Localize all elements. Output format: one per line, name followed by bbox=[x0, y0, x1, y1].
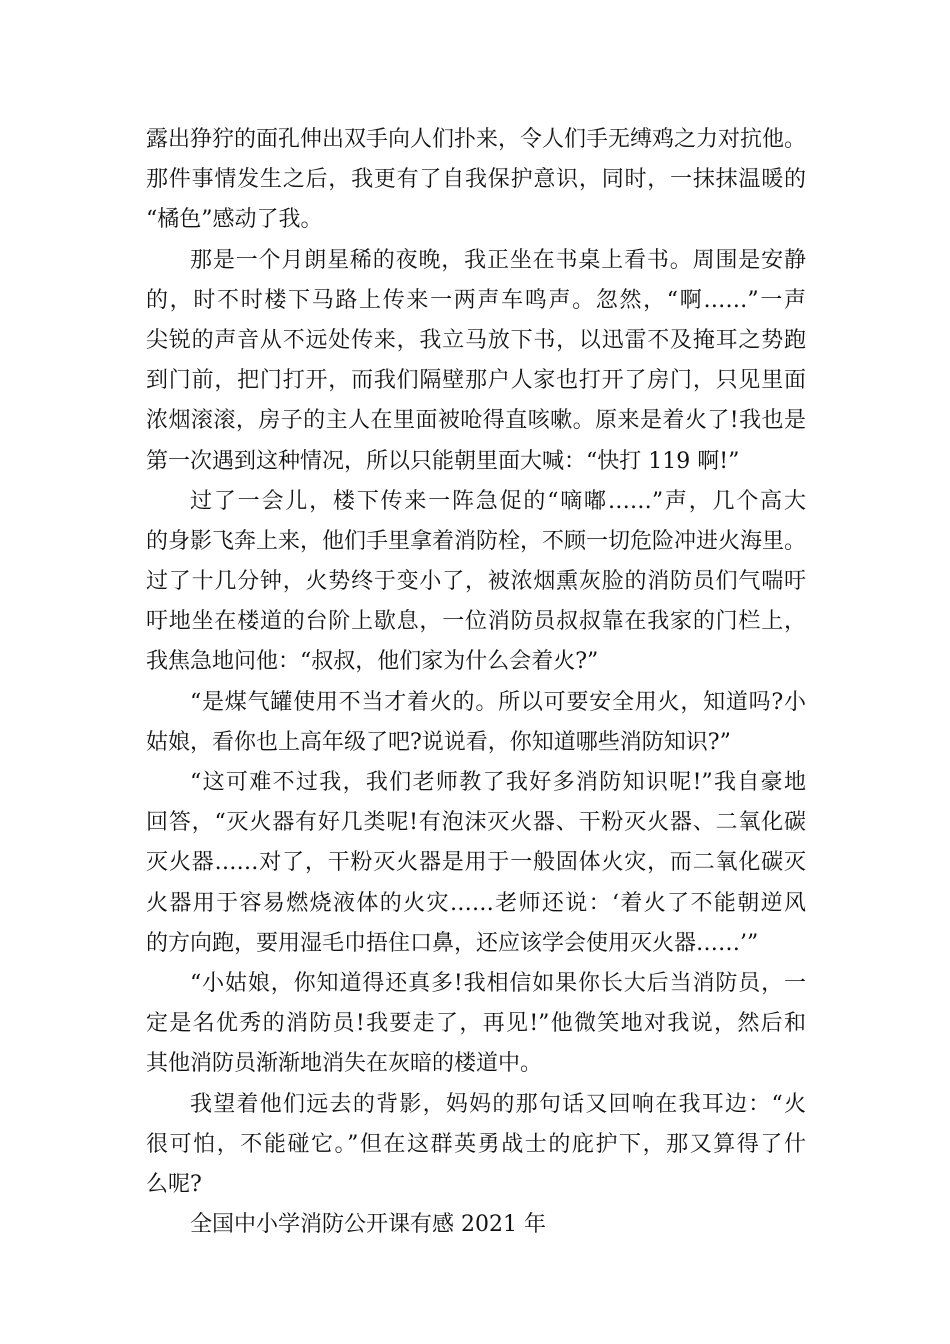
text-line: 火器用于容易燃烧液体的火灾……老师还说：‘着火了不能朝逆风 bbox=[146, 890, 806, 916]
text-line: 那件事情发生之后，我更有了自我保护意识，同时，一抹抹温暖的 bbox=[146, 167, 806, 193]
text-line: “小姑娘，你知道得还真多!我相信如果你长大后当消防员，一 bbox=[190, 970, 806, 996]
text-line: 过了十几分钟，火势终于变小了，被浓烟熏灰脸的消防员们气喘吁 bbox=[146, 569, 806, 595]
text-line: 灭火器……对了，干粉灭火器是用于一般固体火灾，而二氧化碳灭 bbox=[146, 850, 806, 876]
text-line: 回答，“灭火器有好几类呢!有泡沫灭火器、干粉灭火器、二氧化碳 bbox=[146, 810, 806, 836]
text-line: 到门前，把门打开，而我们隔壁那户人家也打开了房门，只见里面 bbox=[146, 368, 806, 394]
text-line: 过了一会儿，楼下传来一阵急促的“嘀嘟……”声，几个高大 bbox=[190, 488, 806, 514]
text-line: 我望着他们远去的背影，妈妈的那句话又回响在我耳边：“火 bbox=[190, 1091, 806, 1117]
text-line: 露出狰狞的面孔伸出双手向人们扑来，令人们手无缚鸡之力对抗他。 bbox=[146, 127, 807, 152]
text-line: 尖锐的声音从不远处传来，我立马放下书，以迅雷不及掩耳之势跑 bbox=[146, 327, 806, 353]
text-line: “这可难不过我，我们老师教了我好多消防知识呢!”我自豪地 bbox=[190, 770, 806, 795]
text-line: 我焦急地问他：“叔叔，他们家为什么会着火?” bbox=[146, 649, 599, 675]
text-line: 的，时不时楼下马路上传来一两声车鸣声。忽然，“啊……”一声 bbox=[146, 287, 806, 313]
text-line: 姑娘，看你也上高年级了吧?说说看，你知道哪些消防知识?” bbox=[146, 729, 731, 755]
text-line: 么呢? bbox=[146, 1171, 202, 1197]
text-line: “橘色”感动了我。 bbox=[146, 207, 323, 233]
text-line: 第一次遇到这种情况，所以只能朝里面大喊：“快打 119 啊!” bbox=[146, 448, 740, 474]
text-line: 浓烟滚滚，房子的主人在里面被呛得直咳嗽。原来是着火了!我也是 bbox=[146, 408, 806, 434]
text-line: 很可怕，不能碰它。”但在这群英勇战士的庇护下，那又算得了什 bbox=[146, 1131, 806, 1157]
text-line: 全国中小学消防公开课有感 2021 年 bbox=[190, 1212, 546, 1238]
text-line: “是煤气罐使用不当才着火的。所以可要安全用火，知道吗?小 bbox=[190, 689, 806, 715]
text-line: 那是一个月朗星稀的夜晚，我正坐在书桌上看书。周围是安静 bbox=[190, 247, 806, 273]
text-line: 定是名优秀的消防员!我要走了，再见!”他微笑地对我说，然后和 bbox=[146, 1011, 806, 1037]
document-body bbox=[146, 120, 806, 1245]
text-line: 其他消防员渐渐地消失在灰暗的楼道中。 bbox=[146, 1051, 543, 1077]
text-line: 吁地坐在楼道的台阶上歇息，一位消防员叔叔靠在我家的门栏上， bbox=[146, 609, 806, 635]
text-line: 的身影飞奔上来，他们手里拿着消防栓，不顾一切危险冲进火海里。 bbox=[146, 528, 807, 554]
text-line: 的方向跑，要用湿毛巾捂住口鼻，还应该学会使用灭火器……’” bbox=[146, 930, 759, 956]
